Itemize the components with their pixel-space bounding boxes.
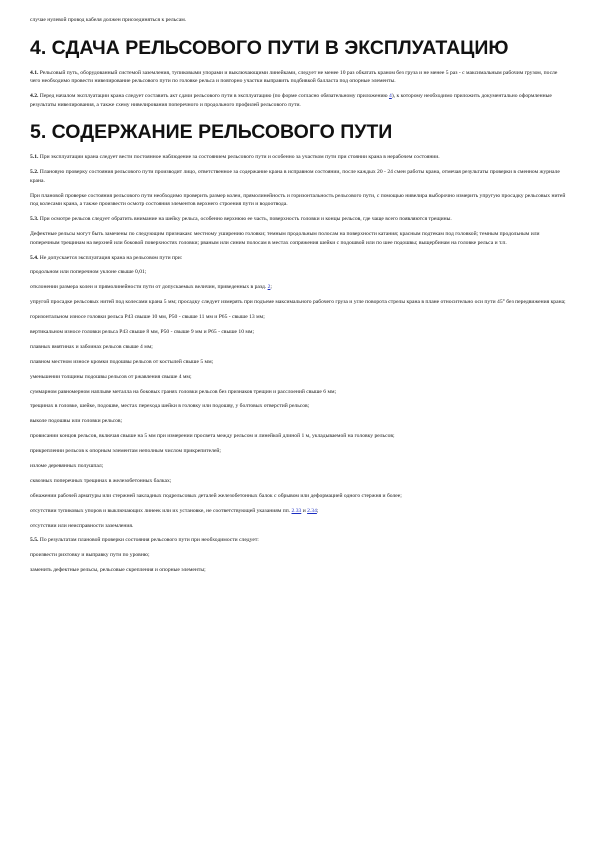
paragraph-5-3 (30, 215, 567, 224)
list-item-text: отсутствии тупиковых упоров и выключающих линеек или их установке, не соответствующей указаниям пп. (30, 507, 292, 514)
paragraph-4-1 (30, 69, 567, 86)
list-item: плавных вмятинах и забоинах рельсов свыше 4 мм; (30, 343, 153, 350)
list-item: отсутствии или неисправности заземления. (30, 522, 134, 529)
section-5-heading: 5. СОДЕРЖАНИЕ РЕЛЬСОВОГО ПУТИ (30, 121, 393, 144)
clause-number: 5.2. (30, 169, 39, 176)
clause-text: Плановую проверку состояния рельсового пути производит лицо, ответственное за содержание крана в исправном состоянии, после каждых 20 - 24 смен работы крана, отмечая результаты проверки в сменном журнале крана. (30, 169, 560, 184)
list-item: произвести рихтовку и выправку пути по уровню; (30, 552, 150, 559)
paragraph-planned-check: При плановой проверке состояния рельсового пути необходимо проверить размер колеи, прямолинейность и горизонтальность рельсового пути, с помощью нивелира выборочно измерить упругую просадку рельсовых нитей под колесами крана, а также произвести осмотр состояния элементов верхнего строения пути и водоотвода. (30, 192, 566, 208)
list-item: обнажении рабочей арматуры или стержней закладных подрельсовых деталей железобетонных балок с обрывом или деформацией одного стержня и более; (30, 492, 402, 499)
list-item-text: ; (270, 284, 272, 291)
list-item: продольном или поперечном уклоне свыше 0,01; (30, 269, 147, 276)
appendix-4-link[interactable]: 4 (389, 93, 392, 100)
list-item: плавном местном износе кромки подошвы рельсов от костылей свыше 5 мм; (30, 358, 214, 365)
clause-text: Не допускается эксплуатация крана на рельсовом пути при: (38, 254, 183, 261)
intro-paragraph: случае нулевой провод кабеля должен присоединяться к рельсам. (30, 17, 187, 23)
clause-text: При эксплуатации крана следует вести постоянное наблюдение за состоянием рельсового пути и особенно за участком пути при стоянии крана в нерабочем состоянии. (38, 154, 440, 161)
list-item: вертикальном износе головки рельса Р43 свыше 8 мм, Р50 - свыше 9 мм и Р65 - свыше 10 мм; (30, 328, 255, 335)
document-page (30, 16, 567, 581)
clause-text: Перед началом эксплуатации крана следует составить акт сдачи рельсового пути в эксплуатацию (по форме согласно обязательному приложению (38, 93, 390, 100)
section-2-link[interactable]: 2 (267, 284, 271, 291)
paragraph-5-2 (30, 168, 567, 185)
section-4-heading: 4. СДАЧА РЕЛЬСОВОГО ПУТИ В ЭКСПЛУАТАЦИЮ (30, 36, 509, 59)
paragraph-5-5 (30, 536, 567, 545)
clause-2-34-link[interactable]: 2.34 (307, 507, 317, 514)
list-item: горизонтальном износе головки рельса Р43 свыше 10 мм, Р50 - свыше 11 мм и Р65 - свыше 13 мм; (30, 314, 265, 321)
clause-number: 5.3. (30, 216, 39, 223)
list-item-text: отклонении размера колеи и прямолинейности пути от допускаемых величин, приведенных в разд. (30, 284, 268, 291)
list-item: заменить дефектные рельсы, рельсовые скрепления и опорные элементы; (30, 567, 206, 574)
list-item: упругой просадке рельсовых нитей под колесами крана 5 мм; просадку следует измерять при подъеме максимального рабочего груза и угле поворота стрелы крана в плане относительно оси пути 45° без передвижения крана; (30, 299, 566, 306)
list-item (30, 283, 567, 292)
list-item: выколе подошвы или головки рельсов; (30, 418, 123, 425)
list-item: уменьшении толщины подошвы рельсов от ржавления свыше 4 мм; (30, 373, 192, 380)
list-item: сквозных поперечных трещинах в железобетонных балках; (30, 477, 172, 484)
list-item: трещинах в головке, шейке, подошве, местах перехода шейки в головку или подошву, у болтовых отверстий рельсов; (30, 403, 310, 410)
clause-number: 5.1. (30, 154, 39, 161)
list-item (30, 507, 567, 516)
clause-2-33-link[interactable]: 2.33 (291, 507, 302, 514)
clause-number: 5.5. (30, 537, 39, 544)
list-item: провисании концов рельсов, включая свыше на 5 мм при измерении просвета между рельсом и линейкой длиной 1 м, укладываемой на головку рельсов; (30, 433, 395, 440)
clause-text: Рельсовый путь, оборудованный системой заземления, тупиковыми упорами и выключающими линейками, следует не менее 10 раз обкатать краном без груза и не менее 5 раз - с максимальным рабочим грузом, после чего необходимо провести нивелирование рельсового пути по головке рельса и повторно участки выправить подбивкой балласта под опорные элементы. (30, 69, 558, 85)
clause-number: 4.1. (30, 69, 39, 76)
list-item-text: ; (316, 507, 319, 514)
paragraph-5-4 (30, 254, 567, 263)
paragraph-defects: Дефектные рельсы могут быть замечены по следующим признакам: местному уширению головки; темным продольным полосам на поверхности катания; красным подтекам под головкой; темным продольным или поперечным трещинам на верхней или боковой поверхностях головки; рваным или синим полосам в местах сопряжения шейки с подошвой или по шее подошвы; выщербинам на головке рельса и т.п. (30, 231, 540, 246)
clause-text: По результатам плановой проверки состояния рельсового пути при необходимости следует: (38, 537, 259, 544)
clause-text: При осмотре рельсов следует обратить внимание на шейку рельса, особенно верхнюю ее часть, поверхность головки и концы рельсов, где чаще всего появляются трещины. (38, 216, 452, 223)
clause-number: 5.4. (30, 254, 39, 261)
list-item: изломе деревянных полушпал; (30, 462, 104, 469)
clause-text: ), к которому необходимо приложить документально оформленные результаты нивелирования, а также схему нивелирования поперечного и продольного профилей рельсового пути. (30, 93, 552, 108)
clause-number: 4.2. (30, 93, 39, 100)
list-item: суммарном равномерном наплыве металла на боковых гранях головки рельсов без признаков трещин и расслоений свыше 6 мм; (30, 388, 337, 395)
list-item: прикреплении рельсов к опорным элементам неполным числом прикрепителей; (30, 448, 221, 455)
list-item-text: и (301, 507, 308, 514)
paragraph-4-2 (30, 92, 567, 109)
paragraph-5-1 (30, 153, 567, 162)
